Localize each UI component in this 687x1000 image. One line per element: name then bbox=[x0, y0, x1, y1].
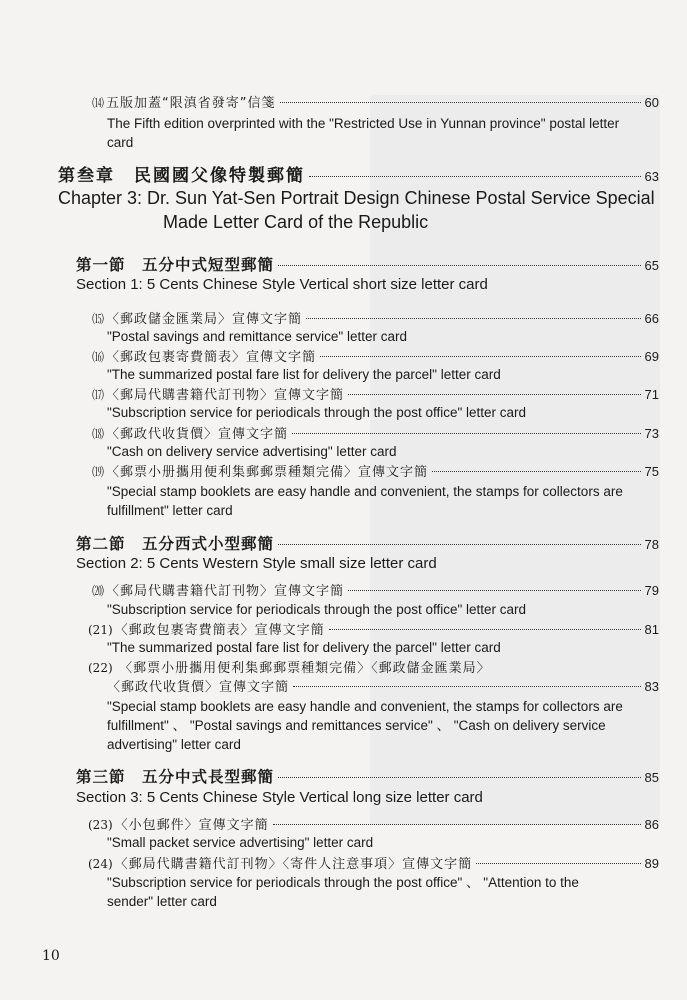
entry-title-en: "Small packet service advertising" letter card bbox=[107, 835, 374, 850]
chapter-title-zh: 第叁章 民國國父像特製郵簡 bbox=[58, 166, 305, 186]
page-ref: 86 bbox=[644, 817, 659, 832]
toc-section-2[interactable] bbox=[76, 532, 659, 554]
page-ref: 85 bbox=[644, 770, 659, 785]
entry-title-zh: 〈郵政包裹寄費簡表〉宣傳文字簡 bbox=[114, 623, 325, 638]
toc-entry-19[interactable] bbox=[92, 461, 659, 480]
entry-number: ⒂ bbox=[92, 312, 105, 326]
toc-entry-17[interactable] bbox=[92, 384, 659, 403]
entry-title-en: "Subscription service for periodicals through the post office" 、 "Attention to the bbox=[107, 875, 579, 890]
entry-number: ⒄ bbox=[92, 388, 105, 402]
entry-title-en-cont: advertising" letter card bbox=[107, 737, 241, 752]
entry-title-en-cont: sender" letter card bbox=[107, 894, 217, 909]
entry-number: ⒁ bbox=[92, 96, 105, 110]
entry-number: ⒆ bbox=[92, 465, 105, 479]
page-ref: 89 bbox=[644, 856, 659, 871]
dot-leader bbox=[309, 176, 641, 177]
page-ref: 73 bbox=[644, 426, 659, 441]
dot-leader bbox=[293, 686, 641, 687]
entry-title-zh: 〈郵政包裹寄費簡表〉宣傳文字簡 bbox=[106, 350, 317, 365]
dot-leader bbox=[280, 102, 641, 103]
entry-title-en-cont: card bbox=[107, 135, 134, 150]
entry-title-en: The Fifth edition overprinted with the "Restricted Use in Yunnan province" postal letter bbox=[107, 116, 620, 131]
section-title-en: Section 3: 5 Cents Chinese Style Vertical long size letter card bbox=[76, 789, 483, 806]
page-ref: 63 bbox=[644, 169, 659, 184]
toc-chapter-3[interactable] bbox=[58, 161, 659, 186]
page-ref: 78 bbox=[644, 537, 659, 552]
dot-leader bbox=[292, 433, 641, 434]
page-ref: 71 bbox=[644, 387, 659, 402]
toc-section-1[interactable] bbox=[76, 253, 659, 275]
chapter-title-en-cont: Made Letter Card of the Republic bbox=[163, 212, 429, 232]
toc-entry-22-cont[interactable] bbox=[107, 676, 659, 695]
page-ref: 65 bbox=[644, 258, 659, 273]
entry-title-zh: 〈小包郵件〉宣傳文字簡 bbox=[114, 818, 269, 833]
dot-leader bbox=[273, 824, 641, 825]
entry-title-zh: 五版加蓋“限滇省發寄”信箋 bbox=[106, 96, 276, 111]
section-title-zh: 第一節 五分中式短型郵簡 bbox=[76, 256, 275, 274]
entry-number: ⒃ bbox=[92, 350, 105, 364]
dot-leader bbox=[432, 471, 641, 472]
page-ref: 79 bbox=[644, 583, 659, 598]
entry-title-zh: 〈郵票小册攜用便利集郵郵票種類完備〉〈郵政儲金匯業局〉 bbox=[119, 661, 491, 676]
entry-title-en: "Cash on delivery service advertising" letter card bbox=[107, 444, 397, 459]
dot-leader bbox=[278, 544, 641, 545]
dot-leader bbox=[306, 318, 641, 319]
entry-title-zh: 〈郵票小册攜用便利集郵郵票種類完備〉宣傳文字簡 bbox=[106, 465, 429, 480]
entry-title-en: "Subscription service for periodicals through the post office" letter card bbox=[107, 602, 527, 617]
page-ref: 81 bbox=[644, 622, 659, 637]
section-title-en: Section 2: 5 Cents Western Style small size letter card bbox=[76, 555, 437, 572]
page-ref: 83 bbox=[644, 679, 659, 694]
toc-section-3[interactable] bbox=[76, 765, 659, 787]
entry-number: ⒅ bbox=[92, 427, 105, 441]
entry-title-en: "Postal savings and remittance service" letter card bbox=[107, 329, 407, 344]
entry-title-en: "The summarized postal fare list for delivery the parcel" letter card bbox=[107, 640, 501, 655]
toc-entry-15[interactable] bbox=[92, 308, 659, 327]
section-title-zh: 第三節 五分中式長型郵簡 bbox=[76, 768, 275, 786]
toc-entry-22[interactable] bbox=[88, 657, 491, 677]
entry-title-zh: 〈郵局代購書籍代訂刊物〉宣傳文字簡 bbox=[106, 584, 345, 599]
toc-entry-21[interactable] bbox=[88, 619, 659, 638]
entry-title-en-cont: fulfillment" 、 "Postal savings and remittances service" 、 "Cash on delivery service bbox=[107, 718, 606, 733]
entry-title-zh: 〈郵政儲金匯業局〉宣傳文字簡 bbox=[106, 312, 303, 327]
toc-entry-16[interactable] bbox=[92, 346, 659, 365]
entry-number: (22) bbox=[88, 661, 113, 675]
entry-title-en: "Special stamp booklets are easy handle and convenient, the stamps for collectors are bbox=[107, 484, 623, 499]
dot-leader bbox=[329, 629, 641, 630]
entry-title-zh: 〈郵政代收貨價〉宣傳文字簡 bbox=[106, 427, 289, 442]
page-ref: 60 bbox=[644, 95, 659, 110]
toc-entry-20[interactable] bbox=[92, 580, 659, 599]
entry-number: (23) bbox=[88, 818, 113, 832]
page-ref: 66 bbox=[644, 311, 659, 326]
section-title-zh: 第二節 五分西式小型郵簡 bbox=[76, 535, 275, 553]
toc-entry-24[interactable] bbox=[88, 853, 659, 872]
dot-leader bbox=[348, 590, 641, 591]
entry-number: (24) bbox=[88, 857, 113, 871]
entry-title-zh: 〈郵局代購書籍代訂刊物〉宣傳文字簡 bbox=[106, 388, 345, 403]
dot-leader bbox=[348, 394, 641, 395]
toc-entry-23[interactable] bbox=[88, 814, 659, 833]
toc-entry-14[interactable] bbox=[92, 92, 659, 111]
entry-title-en: "Subscription service for periodicals through the post office" letter card bbox=[107, 405, 527, 420]
dot-leader bbox=[320, 356, 641, 357]
chapter-title-en: Chapter 3: Dr. Sun Yat-Sen Portrait Design Chinese Postal Service Special bbox=[58, 188, 655, 208]
toc-entry-18[interactable] bbox=[92, 423, 659, 442]
entry-title-zh-cont: 〈郵政代收貨價〉宣傳文字簡 bbox=[107, 680, 290, 695]
entry-title-zh: 〈郵局代購書籍代訂刊物〉〈寄件人注意事項〉宣傳文字簡 bbox=[114, 857, 473, 872]
page-number: 10 bbox=[42, 948, 60, 964]
dot-leader bbox=[476, 863, 640, 864]
entry-number: ⒇ bbox=[92, 584, 105, 598]
entry-title-en: "Special stamp booklets are easy handle and convenient, the stamps for collectors are bbox=[107, 699, 623, 714]
dot-leader bbox=[278, 777, 641, 778]
page-ref: 69 bbox=[644, 349, 659, 364]
section-title-en: Section 1: 5 Cents Chinese Style Vertical short size letter card bbox=[76, 276, 488, 293]
entry-number: (21) bbox=[88, 623, 113, 637]
page-ref: 75 bbox=[644, 464, 659, 479]
entry-title-en-cont: fulfillment" letter card bbox=[107, 503, 233, 518]
dot-leader bbox=[278, 265, 641, 266]
entry-title-en: "The summarized postal fare list for delivery the parcel" letter card bbox=[107, 367, 501, 382]
